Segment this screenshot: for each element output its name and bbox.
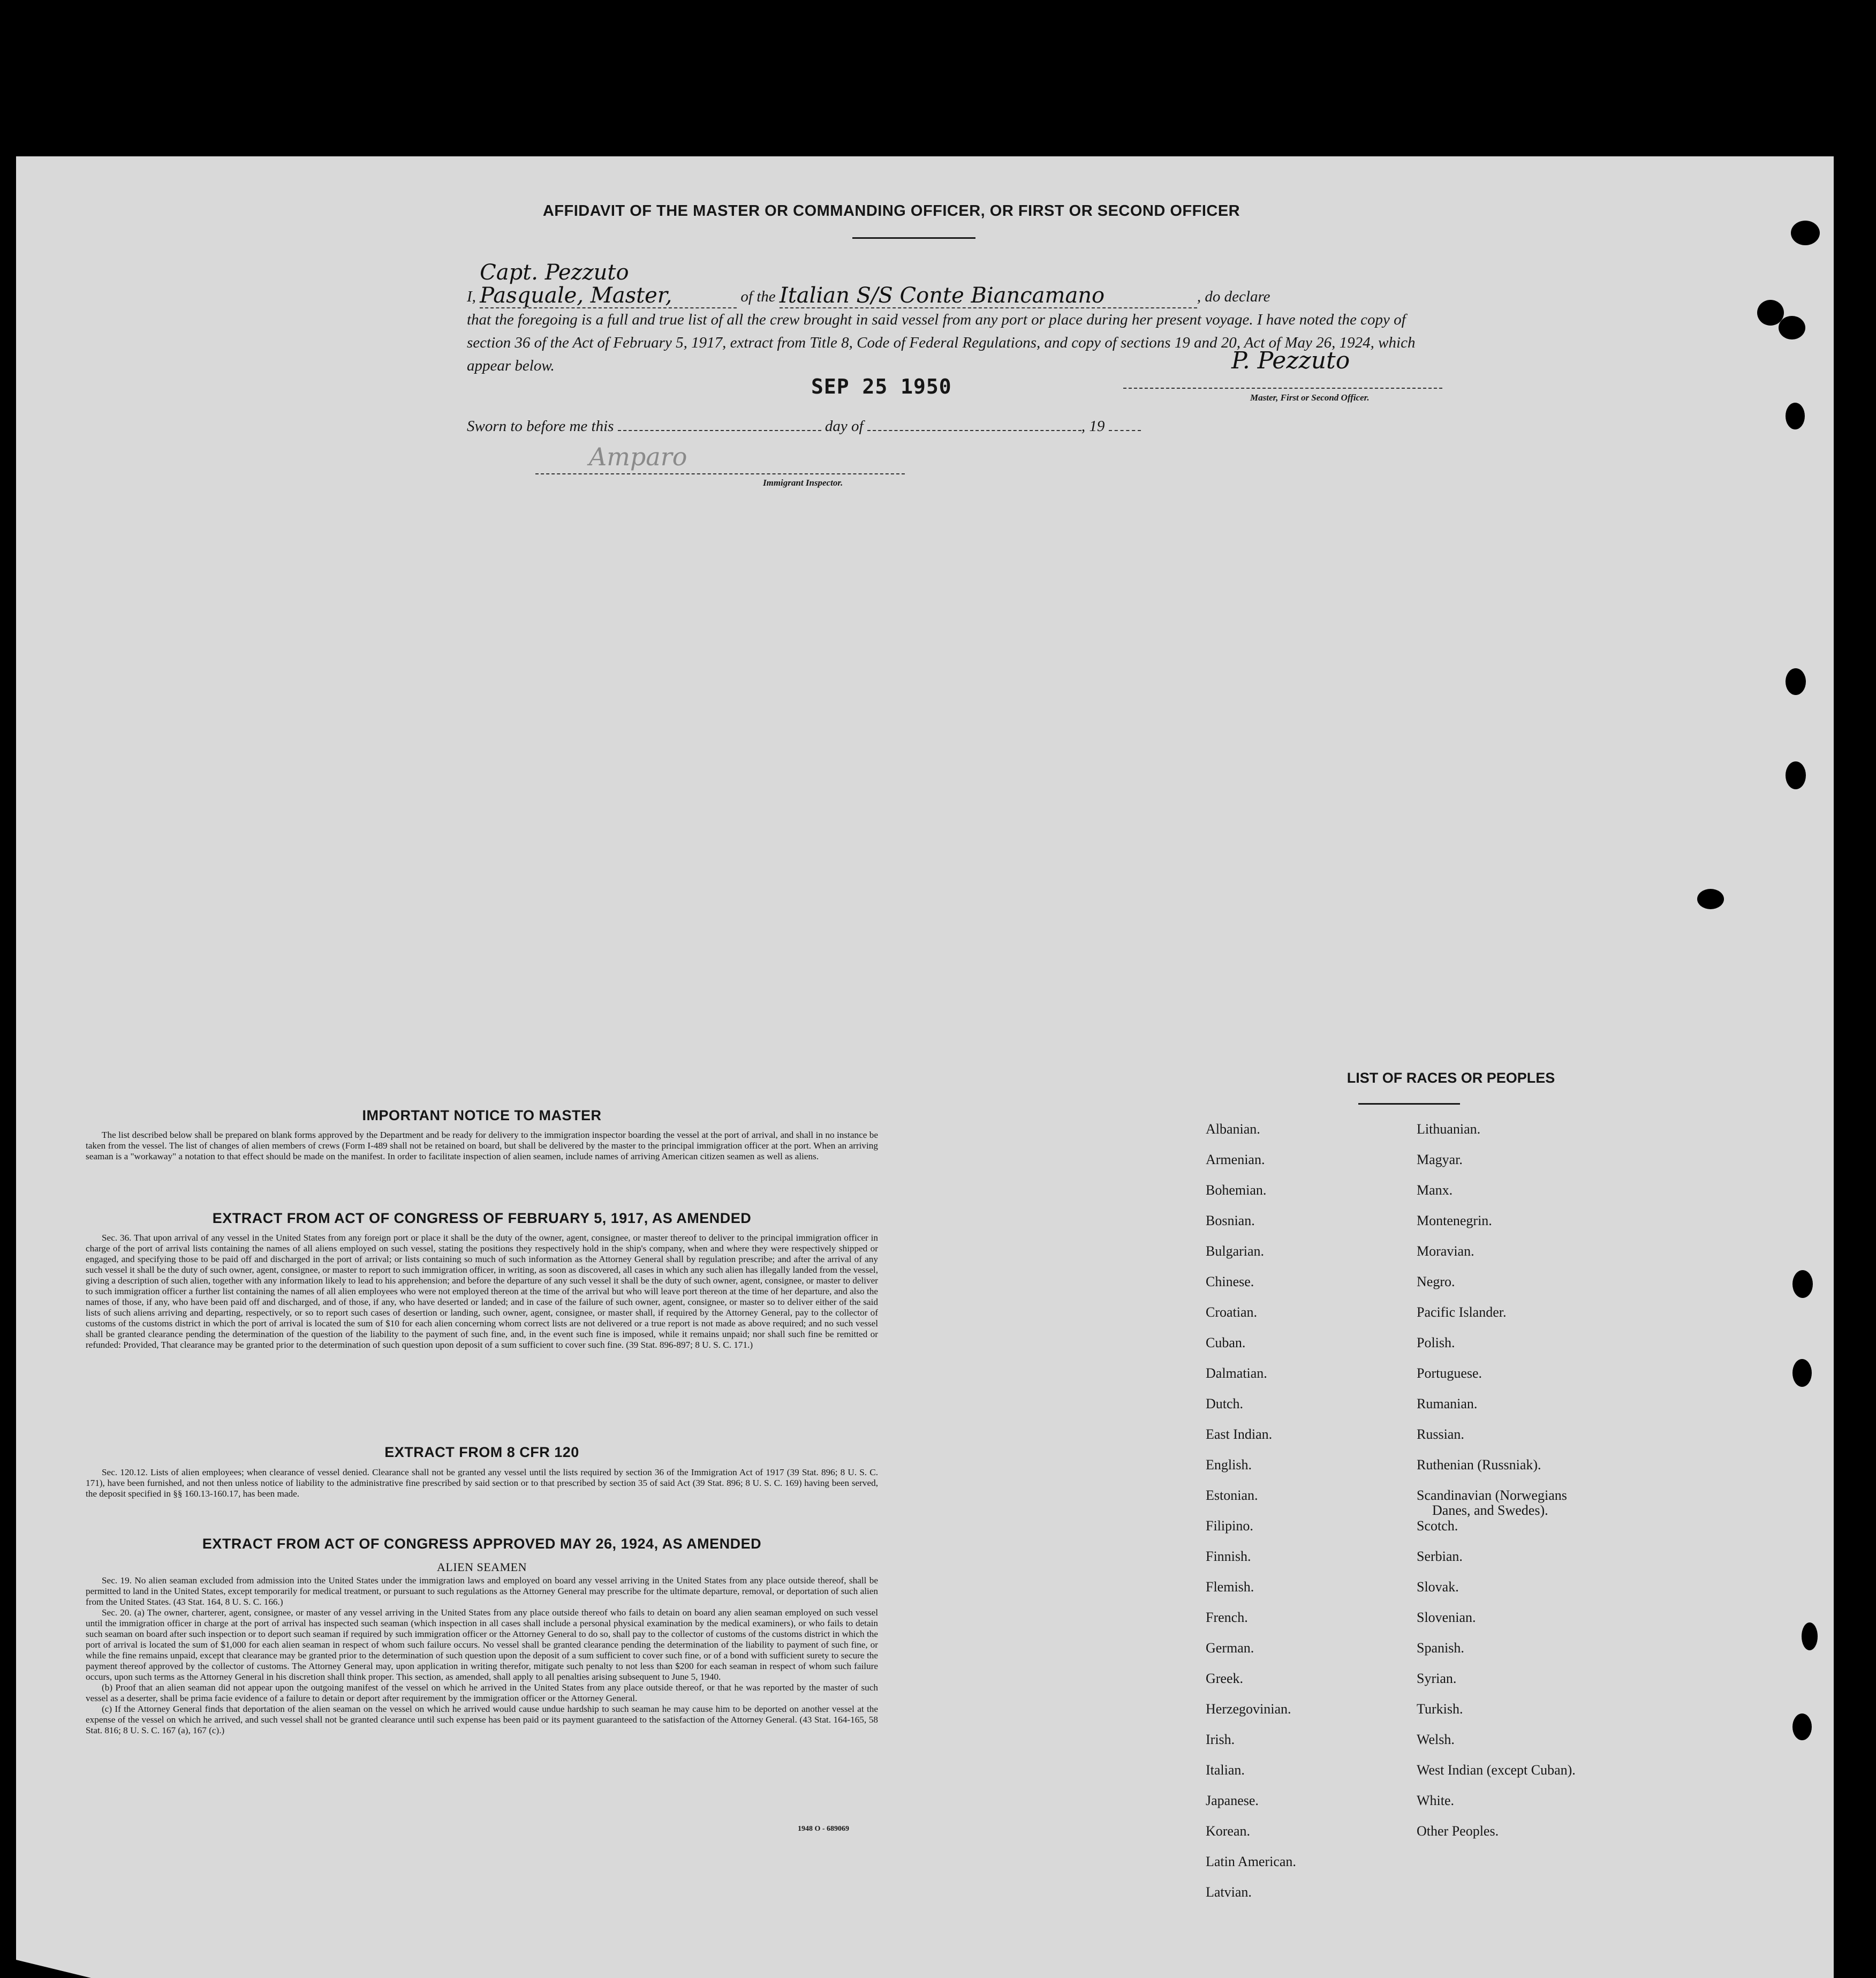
inspector-signature-line: [535, 471, 905, 474]
race-item: Slovak.: [1417, 1579, 1459, 1595]
sworn-day-blank: [618, 428, 821, 431]
punch-hole: [1791, 221, 1820, 245]
races-title: LIST OF RACES OR PEOPLES: [1347, 1070, 1555, 1086]
races-title-rule: [1358, 1103, 1460, 1105]
race-item: English.: [1206, 1457, 1252, 1473]
sworn-line: [467, 418, 1141, 435]
extract-1924-text: [86, 1575, 878, 1736]
race-item: German.: [1206, 1640, 1254, 1656]
race-item: Danes, and Swedes).: [1432, 1503, 1548, 1518]
race-item: Lithuanian.: [1417, 1121, 1481, 1137]
extract-1924-heading: EXTRACT FROM ACT OF CONGRESS APPROVED MAY 26, 1924, AS AMENDED: [202, 1536, 762, 1552]
sworn-month-blank: [867, 428, 1081, 431]
race-item: Croatian.: [1206, 1304, 1258, 1320]
punch-hole: [1786, 668, 1806, 695]
extract-1917-heading: EXTRACT FROM ACT OF CONGRESS OF FEBRUARY 5, 1917, AS AMENDED: [212, 1210, 752, 1226]
inspector-signature: Amparo: [589, 442, 687, 471]
race-item: Scotch.: [1417, 1518, 1458, 1534]
punch-hole: [1786, 403, 1805, 429]
punch-hole: [1786, 761, 1806, 789]
race-item: Portuguese.: [1417, 1365, 1482, 1381]
race-item: Other Peoples.: [1417, 1823, 1499, 1839]
race-item: Serbian.: [1417, 1549, 1463, 1564]
race-item: Bohemian.: [1206, 1182, 1267, 1198]
notice-paragraph: The list described below shall be prepared on blank forms approved by the Department and be ready for delivery to the immigration inspector boarding the vessel at the port of arrival, and shall in no instance be taken from the vessel. The list of changes of alien members of crews (Form I-489 shall not be retained on board, but shall be delivered by the master to the principal immigration officer at the port. When an arriving seaman is a "workaway" a notation to that effect should be made on the manifest. In order to facilitate inspection of alien seamen, include names of arriving American citizen seamen as well as aliens.: [86, 1130, 878, 1161]
race-item: East Indian.: [1206, 1426, 1273, 1442]
punch-hole: [1792, 1359, 1812, 1387]
section-36-paragraph: Sec. 36. That upon arrival of any vessel in the United States from any foreign port or place it shall be the duty of the owner, agent, consignee, or master thereof to deliver to the principal immigration officer in charge of the port of arrival lists containing the names of all aliens employed on such vessel, stating the positions they respectively hold in the ship's company, when and where they were respectively shipped or engaged, and specifying those to be paid off and discharged in the port of arrival; or lists containing so much of such information as the Attorney General shall by regulation prescribe; and after the arrival of any such vessel it shall be the duty of such owner, agent, consignee, or master to report to such immigration officer, in writing, as soon as discovered, all cases in which any such alien has illegally landed from the vessel, giving a description of such alien, together with any information likely to lead to his apprehension; and before the departure of any such vessel it shall be the duty of such owner, agent, consignee, or master to deliver to such immigration officer a further list containing the names of all alien employees who were not employed thereon at the time of the arrival but who will leave port thereon at the time of her departure, and also the names of those, if any, who have been paid off and discharged, and of those, if any, who have deserted or landed; and in case of the failure of such owner, agent, consignee, or master so to deliver either of the said lists of such aliens arriving and departing, respectively, or so to report such cases of desertion or landing, such owner, agent, consignee, or master shall, if required by the Attorney General, pay to the collector of customs of the customs district in which the port of arrival is located the sum of $10 for each alien concerning whom correct lists are not delivered or a true report is not made as above required; and no such vessel shall be granted clearance pending the determination of the question of the liability to the payment of such fine, and, in the event such fine is imposed, while it remains unpaid; nor shall such fine be remitted or refunded: Provided, That clearance may be granted prior to the determination of such question upon deposit of a sum sufficient to cover such fine. (39 Stat. 896-897; 8 U. S. C. 171.): [86, 1233, 878, 1350]
vessel-name-field: Italian S/S Conte Biancamano: [780, 284, 1197, 308]
print-code: 1948 O - 689069: [798, 1825, 850, 1833]
punch-hole: [1697, 889, 1724, 909]
punch-hole: [1792, 1270, 1813, 1298]
section-20a-paragraph: Sec. 20. (a) The owner, charterer, agent, consignee, or master of any vessel arriving in the United States from any place outside thereof who fails to detain on board any alien seaman employed on such vessel until the immigration officer in charge at the port of arrival has inspected such seaman (which inspection in all cases shall include a personal physical examination by the medical examiners), or who fails to detain such seaman on board after such inspection or to deport such seaman if required by such immigration officer or the Attorney General to do so, shall pay to the collector of customs of the customs district in which the port of arrival is located the sum of $1,000 for each alien seaman in respect of whom such failure occurs. No vessel shall be granted clearance pending the determination of the liability to payment of such fine, or while the fine remains unpaid, except that clearance may be granted prior to the determination of such question upon the deposit of a sum sufficient to cover such fine, or of a bond with sufficient surety to secure the payment thereof approved by the collector of customs. The Attorney General may, upon application in writing therefor, mitigate such penalty to not less than $200 for each seaman in respect of whom such failure occurs, upon such terms as the Attorney General in his discretion shall think proper. This section, as amended, shall apply to all penalties arising subsequent to June 5, 1940.: [86, 1607, 878, 1682]
inspector-caption: Immigrant Inspector.: [763, 478, 843, 488]
declaration-body: that the foregoing is a full and true list of all the crew brought in said vessel from any port or place during her present voyage. I have noted the copy of section 36 of the Act of February 5, 1917, extract from Title 8, Code of Federal Regulations, and copy of sections 19 and 20, Act of May 26, 1924, which appear below.: [467, 311, 1416, 374]
section-19-paragraph: Sec. 19. No alien seaman excluded from admission into the United States under the immigration laws and employed on board any vessel arriving in the United States from any place outside thereof, shall be permitted to land in the United States, except temporarily for medical treatment, or pursuant to such regulations as the Attorney General may prescribe for the ultimate departure, removal, or deportation of such alien from the United States. (43 Stat. 164, 8 U. S. C. 166.): [86, 1575, 878, 1607]
race-item: Negro.: [1417, 1274, 1455, 1289]
race-item: Greek.: [1206, 1671, 1244, 1686]
title-rule: [852, 237, 975, 239]
race-item: Finnish.: [1206, 1549, 1251, 1564]
race-item: Estonian.: [1206, 1488, 1258, 1503]
punch-hole: [1802, 1622, 1818, 1650]
race-item: West Indian (except Cuban).: [1417, 1762, 1576, 1778]
race-item: Bosnian.: [1206, 1213, 1255, 1228]
race-item: Filipino.: [1206, 1518, 1253, 1534]
extract-cfr-text: [86, 1467, 878, 1499]
race-item: Turkish.: [1417, 1701, 1463, 1717]
notice-text: [86, 1130, 878, 1162]
race-item: Moravian.: [1417, 1243, 1474, 1259]
race-item: Magyar.: [1417, 1152, 1463, 1167]
punch-hole: [1792, 1713, 1812, 1740]
race-item: Chinese.: [1206, 1274, 1254, 1289]
race-item: White.: [1417, 1793, 1455, 1808]
day-of-label: day of: [824, 418, 864, 435]
officer-name-field: Capt. Pezzuto Pasquale, Master,: [480, 261, 737, 308]
i-label: I,: [467, 288, 476, 305]
race-item: Scandinavian (Norwegians: [1417, 1488, 1567, 1503]
race-item: Latin American.: [1206, 1854, 1296, 1869]
race-item: Herzegovinian.: [1206, 1701, 1291, 1717]
section-20c-paragraph: (c) If the Attorney General finds that deportation of the alien seaman on the vessel on which he arrived would cause undue hardship to such seaman he may cause him to be deported on another vessel at the expense of the vessel on which he arrived, and such vessel shall not be granted clearance until such expense has been paid or its payment guaranteed to the satisfaction of the Attorney General. (43 Stat. 164-165, 58 Stat. 816; 8 U. S. C. 167 (a), 167 (c).): [86, 1704, 878, 1735]
master-signature-line: [1123, 386, 1442, 389]
notice-heading: IMPORTANT NOTICE TO MASTER: [362, 1107, 602, 1123]
race-item: French.: [1206, 1610, 1248, 1625]
sworn-year-blank: [1109, 428, 1141, 431]
race-item: Armenian.: [1206, 1152, 1265, 1167]
race-item: Polish.: [1417, 1335, 1455, 1350]
extract-cfr-heading: EXTRACT FROM 8 CFR 120: [384, 1444, 579, 1460]
master-signature: P. Pezzuto: [1231, 347, 1350, 374]
race-item: Japanese.: [1206, 1793, 1259, 1808]
section-120-paragraph: Sec. 120.12. Lists of alien employees; when clearance of vessel denied. Clearance shall not be granted any vessel until the lists required by section 36 of the Immigration Act of 1917 (39 Stat. 896; 8 U. S. C. 171), have been furnished, and not then unless notice of liability to the administrative fine prescribed by said section or to that prescribed by section 35 of said Act (39 Stat. 896; 8 U. S. C. 169) having been served, the deposit specified in §§ 160.13-160.17, has been made.: [86, 1467, 878, 1499]
of-the-label: of the: [740, 288, 776, 305]
section-20b-paragraph: (b) Proof that an alien seaman did not appear upon the outgoing manifest of the vessel on which he arrived in the United States from any place outside thereof, or that he was reported by the master of such vessel as a deserter, shall be prima facie evidence of a failure to detain or deport after requirement by the immigration officer or the Attorney General.: [86, 1682, 878, 1703]
race-item: Rumanian.: [1417, 1396, 1478, 1411]
year-label: , 19: [1081, 418, 1105, 435]
race-item: Spanish.: [1417, 1640, 1464, 1656]
race-item: Cuban.: [1206, 1335, 1246, 1350]
master-caption: Master, First or Second Officer.: [1250, 392, 1370, 403]
extract-1917-text: [86, 1233, 878, 1350]
alien-seamen-subheading: ALIEN SEAMEN: [437, 1560, 527, 1574]
race-item: Bulgarian.: [1206, 1243, 1265, 1259]
affidavit-title: AFFIDAVIT OF THE MASTER OR COMMANDING OFFICER, OR FIRST OR SECOND OFFICER: [542, 202, 1240, 220]
race-item: Dutch.: [1206, 1396, 1244, 1411]
sworn-label: Sworn to before me this: [467, 418, 614, 435]
punch-hole: [1779, 316, 1805, 339]
race-item: Welsh.: [1417, 1732, 1455, 1747]
race-item: Ruthenian (Russniak).: [1417, 1457, 1541, 1473]
race-item: Irish.: [1206, 1732, 1235, 1747]
race-item: Slovenian.: [1417, 1610, 1476, 1625]
race-item: Flemish.: [1206, 1579, 1254, 1595]
race-item: Albanian.: [1206, 1121, 1260, 1137]
race-item: Italian.: [1206, 1762, 1245, 1778]
race-item: Dalmatian.: [1206, 1365, 1267, 1381]
race-item: Korean.: [1206, 1823, 1251, 1839]
race-item: Montenegrin.: [1417, 1213, 1492, 1228]
race-item: Syrian.: [1417, 1671, 1457, 1686]
date-stamp: SEP 25 1950: [811, 375, 952, 398]
race-item: Russian.: [1417, 1426, 1464, 1442]
do-declare-label: , do declare: [1197, 288, 1270, 305]
race-item: Pacific Islander.: [1417, 1304, 1507, 1320]
race-item: Manx.: [1417, 1182, 1453, 1198]
race-item: Latvian.: [1206, 1884, 1252, 1900]
